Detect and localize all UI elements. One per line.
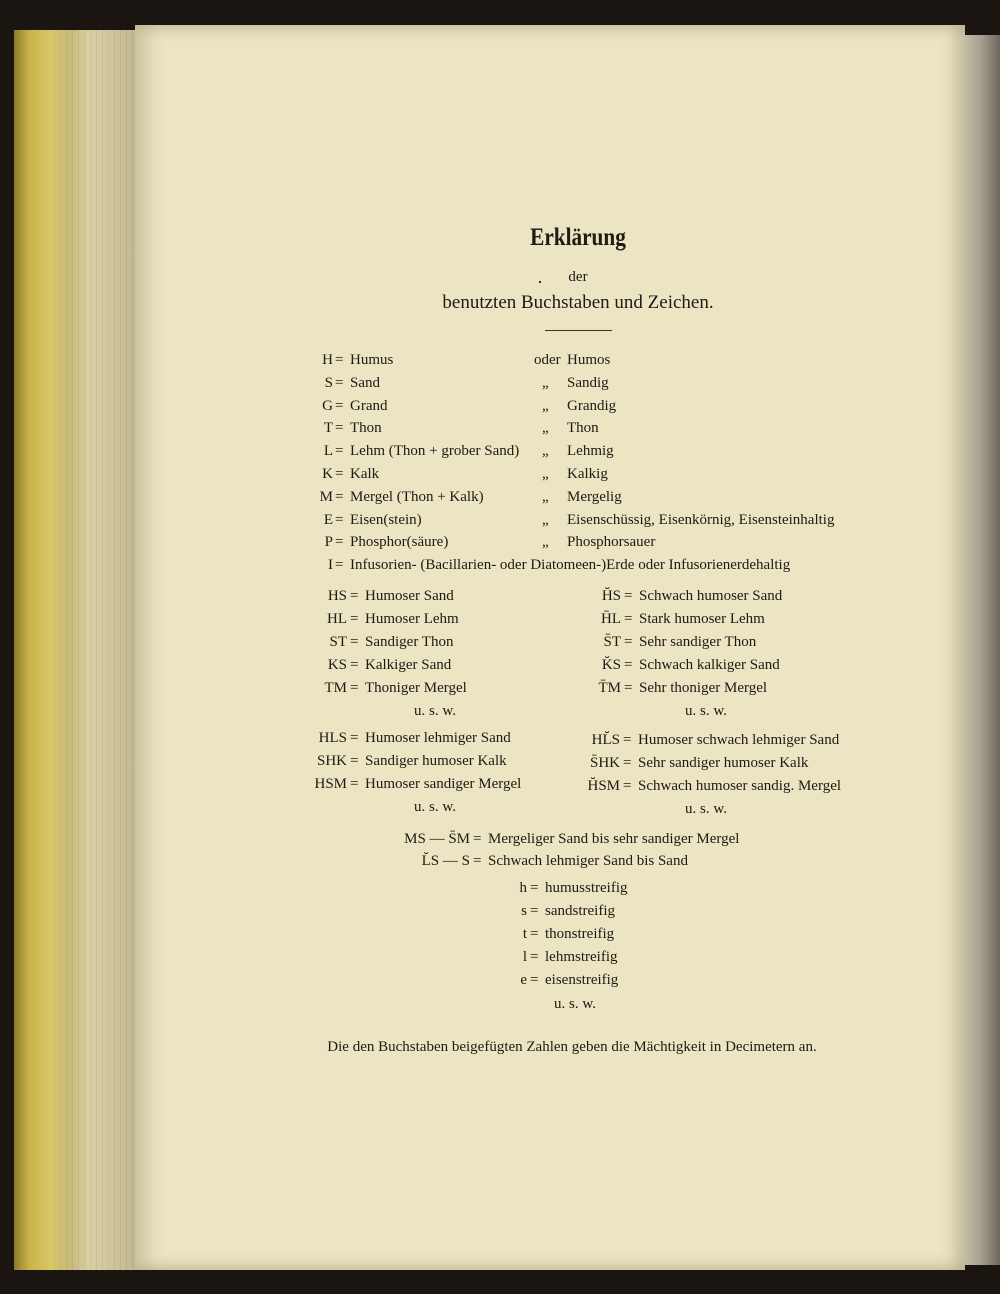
legend-symbol: S (324, 374, 333, 391)
page-subtitle: benutzten Buchstaben und Zeichen. (442, 292, 714, 313)
legend-meaning: eisenstreifig (545, 972, 619, 988)
book-page (135, 25, 965, 1270)
legend-symbol: HL (327, 611, 347, 627)
equals-sign: = (623, 755, 632, 771)
heading-der: der (568, 269, 588, 285)
legend-symbol: M (319, 488, 333, 505)
page-title: Erklärung (530, 224, 626, 251)
equals-sign: = (350, 657, 359, 673)
footer-note: Die den Buchstaben beigefügten Zahlen geben die Mächtigkeit in Decimetern an. (327, 1039, 817, 1055)
legend-symbol: T (323, 420, 333, 437)
legend-meaning: Thon (350, 420, 382, 437)
equals-sign: = (335, 466, 344, 482)
legend-symbol: KS (327, 657, 347, 673)
equals-sign: = (335, 557, 344, 574)
equals-sign: = (335, 511, 344, 528)
right-page-edge (960, 35, 1000, 1265)
legend-symbol: H̄L (601, 611, 621, 627)
equals-sign: = (530, 903, 539, 919)
usw-label: u. s. w. (685, 703, 727, 719)
usw-label: u. s. w. (685, 801, 727, 817)
ditto-mark: „ (542, 511, 549, 528)
legend-meaning: Humoser sandiger Mergel (365, 776, 522, 792)
legend-meaning: Sand (350, 374, 380, 391)
legend-symbol: HSM (314, 776, 347, 792)
equals-sign: = (335, 374, 344, 391)
usw-label: u. s. w. (414, 799, 456, 815)
equals-sign: = (350, 611, 359, 627)
adjective: Sandig (567, 374, 609, 391)
adjective: Thon (567, 420, 599, 437)
legend-symbol: T̄M (598, 680, 621, 696)
ink-dot (539, 281, 541, 283)
legend-meaning: Mergeliger Sand bis sehr sandiger Mergel (488, 831, 740, 847)
legend-symbol: G (322, 397, 333, 414)
legend-symbol: P (324, 534, 333, 551)
legend-meaning: humusstreifig (545, 880, 628, 896)
legend-meaning: Sandiger humoser Kalk (365, 753, 507, 769)
legend-meaning: thonstreifig (545, 926, 615, 942)
legend-symbol: ST (329, 634, 347, 650)
legend-symbol: H̆S (601, 588, 621, 604)
ditto-mark: „ (542, 443, 549, 460)
legend-meaning: Sehr sandiger Thon (639, 634, 757, 650)
adjective: Lehmig (567, 443, 614, 460)
legend-meaning: Schwach humoser Sand (639, 588, 783, 604)
equals-sign: = (530, 926, 539, 942)
equals-sign: = (624, 680, 633, 696)
ditto-mark: „ (542, 420, 549, 437)
legend-meaning: sandstreifig (545, 903, 615, 919)
legend-meaning: Phosphor(säure) (350, 534, 449, 551)
legend-symbol: H̆SM (587, 778, 620, 794)
legend-symbol: TM (324, 680, 347, 696)
legend-meaning: Kalk (350, 466, 380, 482)
legend-meaning: Humoser schwach lehmiger Sand (638, 732, 840, 748)
legend-meaning: Eisen(stein) (350, 511, 422, 528)
legend-symbol: MS — S̄M (404, 831, 470, 847)
legend-symbol: SHK (316, 753, 347, 769)
equals-sign: = (624, 657, 633, 673)
ditto-mark: „ (542, 397, 549, 414)
equals-sign: = (624, 611, 633, 627)
legend-symbol: L̆S — S (421, 853, 470, 869)
legend-symbol: K̆S (601, 657, 621, 673)
legend-symbol: HL̆S (591, 732, 620, 748)
ditto-mark: „ (542, 534, 549, 551)
ditto-mark: „ (542, 488, 549, 505)
legend-meaning: Sandiger Thon (365, 634, 454, 650)
legend-meaning: Kalkiger Sand (365, 657, 452, 673)
adjective: Grandig (567, 397, 617, 414)
equals-sign: = (350, 753, 359, 769)
equals-sign: = (530, 880, 539, 896)
usw-label: u. s. w. (414, 703, 456, 719)
divider (545, 330, 612, 331)
separator: oder (534, 352, 561, 368)
legend-meaning: Stark humoser Lehm (639, 611, 765, 627)
legend-meaning: Sehr sandiger humoser Kalk (638, 755, 809, 771)
equals-sign: = (335, 534, 344, 551)
legend-symbol: L (323, 443, 333, 460)
legend-meaning: Grand (350, 397, 388, 414)
equals-sign: = (623, 732, 632, 748)
equals-sign: = (350, 634, 359, 650)
legend-symbol: t (522, 926, 527, 942)
ditto-mark: „ (542, 374, 549, 391)
equals-sign: = (530, 949, 539, 965)
equals-sign: = (335, 488, 344, 505)
legend-symbol: h (519, 880, 527, 896)
legend-meaning: Humoser lehmiger Sand (365, 730, 511, 746)
equals-sign: = (335, 352, 344, 368)
ditto-mark: „ (542, 466, 549, 482)
equals-sign: = (350, 588, 359, 604)
legend-symbol: I (328, 557, 333, 574)
legend-meaning: Schwach humoser sandig. Mergel (638, 778, 842, 794)
equals-sign: = (624, 634, 633, 650)
legend-meaning: Schwach kalkiger Sand (639, 657, 780, 673)
equals-sign: = (473, 853, 482, 869)
legend-symbol: S̄T (603, 634, 621, 650)
equals-sign: = (350, 776, 359, 792)
adjective: Phosphorsauer (567, 534, 656, 551)
legend-symbol: s (521, 903, 527, 919)
legend-meaning: Thoniger Mergel (365, 680, 467, 696)
legend-symbol: E (323, 511, 333, 528)
legend-symbol: K (322, 466, 333, 482)
legend-symbol: S̄HK (589, 755, 620, 771)
legend-symbol: HS (327, 588, 347, 604)
adjective: Kalkig (567, 466, 608, 482)
legend-symbol: H (322, 352, 333, 368)
legend-symbol: l (522, 949, 527, 965)
equals-sign: = (473, 831, 482, 847)
adjective: Humos (567, 352, 611, 368)
equals-sign: = (335, 420, 344, 437)
usw-label: u. s. w. (554, 996, 596, 1012)
legend-meaning: Humoser Sand (365, 588, 454, 604)
equals-sign: = (530, 972, 539, 988)
equals-sign: = (350, 730, 359, 746)
legend-meaning: Mergel (Thon + Kalk) (350, 488, 484, 505)
equals-sign: = (623, 778, 632, 794)
adjective: Eisenschüssig, Eisenkörnig, Eisensteinhaltig (567, 511, 835, 528)
legend-meaning: lehmstreifig (545, 949, 618, 965)
page-stack-edge (14, 30, 139, 1270)
legend-symbol: e (520, 972, 527, 988)
legend-meaning: Lehm (Thon + grober Sand) (350, 443, 520, 460)
legend-symbol: HLS (318, 730, 347, 746)
adjective: Mergelig (567, 488, 622, 505)
legend-meaning: Sehr thoniger Mergel (639, 680, 768, 696)
legend-meaning: Schwach lehmiger Sand bis Sand (488, 853, 688, 869)
equals-sign: = (350, 680, 359, 696)
equals-sign: = (624, 588, 633, 604)
equals-sign: = (335, 397, 344, 414)
legend-meaning: Infusorien- (Bacillarien- oder Diatomeen-)Erde oder Infusorienerdehaltig (350, 557, 791, 574)
legend-meaning: Humus (350, 352, 394, 368)
equals-sign: = (335, 443, 344, 460)
legend-meaning: Humoser Lehm (365, 611, 459, 627)
